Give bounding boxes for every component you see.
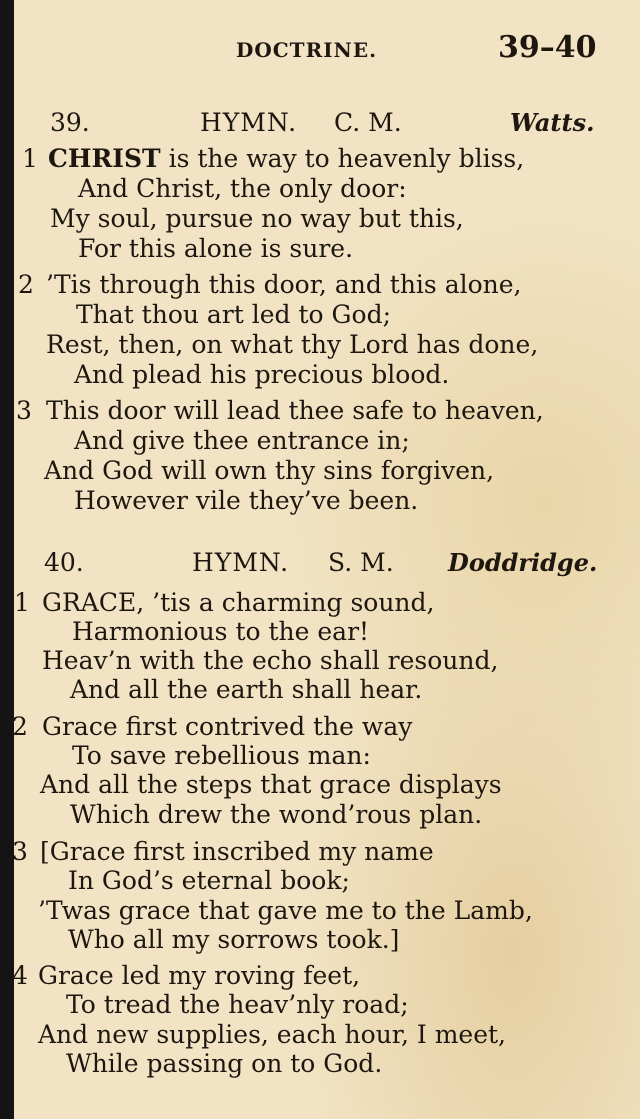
verse-line: Harmonious to the ear! xyxy=(72,617,370,646)
verse-line: And God will own thy sins forgiven, xyxy=(44,456,495,485)
verse-line: GRACE, ’tis a charming sound, xyxy=(42,588,435,617)
verse-line: For this alone is sure. xyxy=(78,234,354,263)
hymn-author: Doddridge. xyxy=(448,548,598,577)
hymn-40-heading xyxy=(0,548,640,582)
verse-line: This door will lead thee safe to heaven, xyxy=(46,396,544,425)
verse-line: Heav’n with the echo shall resound, xyxy=(42,646,499,675)
running-title: DOCTRINE. xyxy=(236,38,378,62)
stanza-number: 1 xyxy=(22,144,38,173)
verse-line: And all the steps that grace displays xyxy=(40,770,502,799)
verse-line: While passing on to God. xyxy=(66,1049,383,1078)
hymn-meter: C. M. xyxy=(334,108,402,137)
verse-line-rest: is the way to heavenly bliss, xyxy=(160,144,525,173)
verse-line: Which drew the wond’rous plan. xyxy=(70,800,483,829)
stanza-number: 1 xyxy=(14,588,30,617)
hymn-number: 40. xyxy=(44,548,84,577)
stanza-number: 2 xyxy=(12,712,28,741)
hymn-number: 39. xyxy=(50,108,90,137)
verse-line: And give thee entrance in; xyxy=(74,426,410,455)
page-range: 39–40 xyxy=(498,30,597,65)
verse-line xyxy=(48,144,524,173)
verse-line: Grace first contrived the way xyxy=(42,712,413,741)
verse-line: In God’s eternal book; xyxy=(68,866,350,895)
verse-line: And all the earth shall hear. xyxy=(70,675,423,704)
hymn-label: HYMN. xyxy=(192,548,290,577)
stanza-number: 3 xyxy=(16,396,32,425)
verse-line: However vile they’ve been. xyxy=(74,486,419,515)
hymn-39-heading xyxy=(0,108,640,142)
hymn-meter: S. M. xyxy=(328,548,394,577)
verse-line: Who all my sorrows took.] xyxy=(68,925,400,954)
verse-line: ’Tis through this door, and this alone, xyxy=(46,270,522,299)
verse-line: To tread the heav’nly road; xyxy=(66,990,409,1019)
verse-line: And new supplies, each hour, I meet, xyxy=(38,1020,507,1049)
verse-line: ’Twas grace that gave me to the Lamb, xyxy=(38,896,533,925)
verse-line: To save rebellious man: xyxy=(72,741,371,770)
verse-line: My soul, pursue no way but this, xyxy=(50,204,464,233)
hymn-label: HYMN. xyxy=(200,108,298,137)
opening-word: CHRIST xyxy=(48,144,161,173)
verse-line: Grace led my roving feet, xyxy=(38,961,361,990)
verse-line: [Grace first inscribed my name xyxy=(40,837,434,866)
stanza-number: 4 xyxy=(12,961,28,990)
verse-line: And Christ, the only door: xyxy=(78,174,407,203)
verse-line: That thou art led to God; xyxy=(76,300,392,329)
stanza-number: 2 xyxy=(18,270,34,299)
hymn-author: Watts. xyxy=(510,108,595,137)
verse-line: Rest, then, on what thy Lord has done, xyxy=(46,330,539,359)
stanza-number: 3 xyxy=(12,837,28,866)
verse-line: And plead his precious blood. xyxy=(74,360,450,389)
